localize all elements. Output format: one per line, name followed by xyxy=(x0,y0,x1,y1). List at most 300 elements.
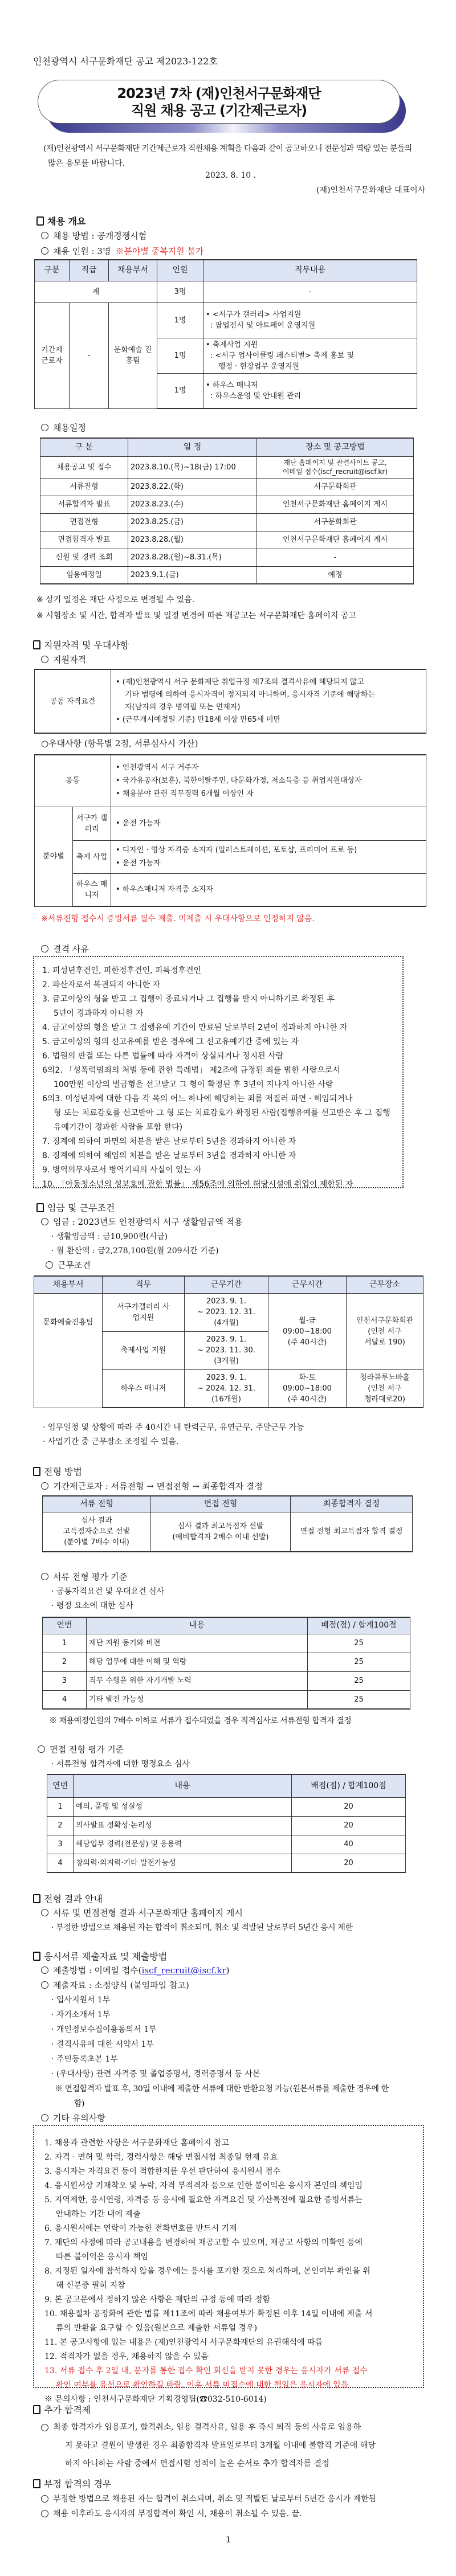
list-text: 확인 여부를 유선으로 확인하길 바람. 이후 서류 미접수에 대한 책임은 응시자에 있음 xyxy=(56,2381,349,2390)
list-text: 3. 응시자는 자격요건 등이 적합한지를 우선 판단하여 응시원서 접수 xyxy=(44,2167,281,2176)
circle-bullet-icon xyxy=(41,1573,48,1580)
subtitle-text: 근무조건 xyxy=(58,1260,91,1270)
col-header: 내용 xyxy=(87,1617,308,1634)
table-row xyxy=(43,1690,410,1709)
place-line: (인천 서구 xyxy=(368,1327,402,1336)
date-cell: 2023.8.22.(화) xyxy=(128,478,257,496)
material-item: · 결격사유에 대한 서약서 1부 xyxy=(51,2040,154,2049)
place-cell xyxy=(347,1293,424,1369)
place-cell: 서구문화회관 xyxy=(257,478,414,496)
list-item xyxy=(44,2336,413,2350)
circle-bullet-icon xyxy=(38,1745,45,1753)
list-item xyxy=(42,1163,394,1177)
place-line: 청라대로20) xyxy=(364,1395,405,1404)
list-text: 9. 본 공고문에서 정하지 않은 사항은 재단의 규정 등에 따라 정함 xyxy=(44,2295,270,2304)
qualification-line: 자(남자의 경우 병역필 또는 면제자) xyxy=(125,703,241,712)
duty-line: • <서구가 갤러리> 사업지원 xyxy=(206,310,302,319)
table-row xyxy=(40,496,414,513)
headcount-note: ※분야별 중복지원 불가 xyxy=(115,246,204,256)
list-item xyxy=(42,992,394,1021)
submission-method xyxy=(41,1964,229,1976)
list-item xyxy=(44,2179,413,2193)
col-header: 구 분 xyxy=(40,438,128,456)
stage-cell: 채용공고 및 접수 xyxy=(40,456,128,478)
date-cell: 2023.9.1.(금) xyxy=(128,566,257,584)
subtitle-text: 면접 전형 평가 기준 xyxy=(50,1744,124,1755)
overview-table xyxy=(34,259,417,409)
hours-line: 화-토 xyxy=(299,1373,316,1382)
note-line: ※ 면접합격자 발표 후, 30일 이내에 제출한 서류에 대한 반환요청 가능(원본서류를 제출한 경우에 한 xyxy=(55,2084,389,2093)
duty-line: • 하우스 매니저 xyxy=(206,381,258,390)
additional-text: 하지 아니하는 사람 중에서 면접시험 성적이 높은 순서로 추가 합격자를 결정 xyxy=(65,2459,329,2468)
list-text: 따른 불이익은 응시자 책임 xyxy=(56,2252,149,2262)
results-text: 서류 및 면접전형 결과 서구문화재단 홈페이지 게시 xyxy=(53,1908,243,1918)
section-title-overview xyxy=(36,214,85,227)
circle-bullet-icon xyxy=(41,1909,48,1916)
list-text: 1. 채용과 관련한 사항은 서구문화재단 홈페이지 참고 xyxy=(44,2139,230,2148)
col-header: 근무장소 xyxy=(347,1276,424,1293)
circle-bullet-icon xyxy=(41,424,48,431)
submission-materials xyxy=(41,1979,189,1991)
pref-field-name: 하우스 매니저 xyxy=(73,873,111,906)
list-text: 류의 반환을 요구할 수 있음(원본으로 제출한 서류일 경우) xyxy=(56,2324,258,2333)
table-row xyxy=(34,1293,424,1331)
list-item xyxy=(44,2150,413,2165)
list-text: 6의3. 미성년자에 대한 다음 각 목의 어느 하나에 해당하는 죄를 저질러 파면 · 해임되거나 xyxy=(42,1094,353,1103)
schedule-note: ※ 상기 일정은 재단 사정으로 변경될 수 있음. xyxy=(36,595,195,604)
hours-cell xyxy=(268,1369,347,1408)
section-title-text: 전형 결과 안내 xyxy=(44,1894,103,1904)
stage-cell: 면접전형 xyxy=(40,513,128,531)
no-cell: 1 xyxy=(43,1634,87,1653)
score-cell: 25 xyxy=(308,1653,410,1671)
list-item xyxy=(42,1064,394,1092)
list-text: 6. 법원의 판결 또는 다른 법률에 따라 자격이 상실되거나 정지된 사람 xyxy=(42,1052,284,1061)
period-line: ~ 2024. 12. 31. xyxy=(197,1384,255,1393)
period-line: 2023. 9. 1. xyxy=(206,1335,247,1344)
qualification-subtitle xyxy=(41,653,86,665)
doc-criteria-title xyxy=(41,1571,127,1583)
score-cell: 25 xyxy=(308,1634,410,1653)
signer: (재)인천서구문화재단 대표이사 xyxy=(316,186,426,195)
period-line: (3개월) xyxy=(214,1357,239,1365)
results-line xyxy=(41,1907,243,1919)
list-item-important xyxy=(44,2364,413,2393)
list-text: 100만원 이상의 벌금형을 선고받고 그 형이 확정된 후 3년이 지나지 아니한 사람 xyxy=(54,1080,333,1089)
schedule-note: ※ 시험장소 및 시간, 합격자 발표 및 일정 변경에 따른 재공고는 서구문화재단 홈페이지 공고 xyxy=(36,611,356,620)
recruit-method-text: 채용 방법 : 공개경쟁시험 xyxy=(53,231,147,241)
etc-notes-box xyxy=(33,2125,424,2404)
headcount-text: 채용 인원 : 3명 xyxy=(53,246,111,256)
recruit-headcount xyxy=(41,245,203,257)
cell-line: 면접 전형 최고득점자 합격 결정 xyxy=(300,1527,403,1536)
note-line: 함) xyxy=(74,2099,84,2108)
section-title-selection xyxy=(33,1465,82,1478)
list-text: 5년이 경과하지 아니한 자 xyxy=(54,1009,144,1018)
section-title-text: 임금 및 근무조건 xyxy=(47,1203,115,1213)
pref-common-label: 공통 xyxy=(35,755,111,807)
pref-field-items xyxy=(111,840,426,873)
circle-bullet-icon xyxy=(46,1261,53,1269)
col-header: 직무내용 xyxy=(203,260,417,281)
list-text: 4. 응시원서상 기재착오 및 누락, 자격 부적격자 등으로 인한 불이익은 응시자 본인의 책임임 xyxy=(44,2181,363,2190)
col-header: 근무시간 xyxy=(268,1276,347,1293)
table-row xyxy=(47,1835,406,1854)
material-item: · 입사지원서 1부 xyxy=(51,1996,111,2005)
duty-cell xyxy=(203,338,417,373)
list-text: 7. 재단의 사정에 따라 공고내용을 변경하여 재공고할 수 있으며, 재공고 사항의 미확인 등에 xyxy=(44,2238,363,2247)
date-cell: 2023.8.25.(금) xyxy=(128,513,257,531)
col-header: 배점(점) / 합계100점 xyxy=(292,1774,406,1797)
material-item: · 주민등록초본 1부 xyxy=(51,2055,118,2064)
section-title-additional xyxy=(33,2403,91,2416)
method-suffix: ) xyxy=(226,1965,230,1976)
final-stage-cell xyxy=(291,1512,413,1552)
checkbox-square-icon xyxy=(33,2405,40,2414)
list-text: 3. 금고이상의 형을 받고 그 집행이 종료되거나 그 집행을 받지 아니하기로 확정된 후 xyxy=(42,995,335,1004)
list-text: 8. 징계에 의하여 해임의 처분을 받은 날로부터 3년을 경과하지 아니한 자 xyxy=(42,1151,296,1160)
hours-line: 월-금 xyxy=(299,1316,316,1325)
cell-line: 심사 결과 최고득점자 선발 xyxy=(177,1522,264,1531)
place-line: 청라블루노바홀 xyxy=(360,1373,410,1382)
interview-criteria-title xyxy=(38,1743,124,1755)
place-cell: 서구문화회관 xyxy=(257,513,414,531)
list-text: 4. 금고이상의 형을 받고 그 집행유예 기간이 만료된 날로부터 2년이 경과하지 아니한 자 xyxy=(42,1023,348,1032)
period-line: (4개월) xyxy=(214,1319,239,1327)
content-cell: 해당업무 경력(전문성) 및 응용력 xyxy=(74,1835,292,1854)
stage-cell: 임용예정일 xyxy=(40,566,128,584)
schedule-title xyxy=(41,422,86,434)
list-item xyxy=(44,2307,413,2336)
list-item xyxy=(42,1092,394,1135)
list-item xyxy=(44,2165,413,2179)
col-header: 직급 xyxy=(70,260,109,281)
material-item: · (우대사항) 관련 자격증 및 졸업증명서, 경력증명서 등 사본 xyxy=(51,2070,260,2079)
material-item: · 자기소개서 1부 xyxy=(51,2010,111,2019)
place-line: 서달로 190) xyxy=(364,1338,405,1347)
notice-date: 2023. 8. 10 . xyxy=(205,171,256,180)
wage-text: 임금 : 2023년도 인천광역시 서구 생활임금액 적용 xyxy=(53,1217,243,1227)
col-header: 연번 xyxy=(47,1774,74,1797)
circle-bullet-icon xyxy=(41,656,48,663)
list-item xyxy=(42,978,394,992)
common-label: 공동 자격요건 xyxy=(35,669,111,733)
content-cell: 의사발표 정확성·논리성 xyxy=(74,1816,292,1835)
qualification-table xyxy=(34,669,426,734)
list-item xyxy=(42,1135,394,1149)
intro-line: (재)인천광역시 서구문화재단 기간제근로자 직원채용 계획을 다음과 같이 공고하오니 전문성과 역량 있는 분들의 xyxy=(43,144,412,153)
duty-line: 행정 · 현장업무 운영지원 xyxy=(218,362,300,371)
circle-bullet-icon xyxy=(41,1482,48,1490)
place-cell: - xyxy=(257,549,414,566)
disqualification-box xyxy=(33,956,404,1188)
circle-bullet-icon xyxy=(41,247,48,255)
checkbox-square-icon xyxy=(36,1203,44,1212)
stage-cell: 면접합격자 발표 xyxy=(40,531,128,549)
fraud-text: 채용 이후라도 응시자의 부정합격이 확인 시, 채용이 취소될 수 있음. 끝. xyxy=(53,2509,302,2518)
content-cell: 해당 업무에 대한 이해 및 역량 xyxy=(87,1653,308,1671)
pref-field-label: 분야별 xyxy=(35,807,73,906)
conditions-note: · 업무일정 및 상황에 따라 주 40시간 내 탄력근무, 유연근무, 주말근무 가능 xyxy=(43,1423,304,1432)
subtitle-text: 결격 사유 xyxy=(53,944,89,954)
interview-stage-cell xyxy=(151,1512,291,1552)
score-cell: 20 xyxy=(292,1854,406,1872)
count-cell: 1명 xyxy=(157,373,203,408)
list-item xyxy=(44,2222,413,2236)
table-row xyxy=(40,513,414,531)
preference-line: • 운전 가능자 xyxy=(116,819,161,828)
period-cell xyxy=(185,1331,268,1369)
section-title-text: 전형 방법 xyxy=(44,1466,82,1477)
list-text: 해 신분증 필히 지참 xyxy=(56,2281,125,2290)
conditions-title xyxy=(46,1259,91,1271)
date-cell: 2023.8.28.(월)~8.31.(목) xyxy=(128,549,257,566)
period-line: 2023. 9. 1. xyxy=(206,1373,247,1382)
results-note: · 부정한 방법으로 채용된 자는 합격이 취소되며, 취소 및 적발된 날로부터 5년간 응시 제한 xyxy=(51,1923,353,1932)
count-cell: 1명 xyxy=(157,338,203,373)
duty-cell: 하우스 매니저 xyxy=(103,1369,185,1408)
cell-line: 심사 결과 xyxy=(81,1516,112,1526)
list-item xyxy=(44,2293,413,2307)
section-title-results xyxy=(33,1892,103,1905)
wage-line xyxy=(41,1216,243,1228)
table-row xyxy=(43,1671,410,1690)
grade-cell: - xyxy=(70,302,109,408)
criteria-item: · 서류전형 합격자에 대한 평정요소 심사 xyxy=(51,1760,190,1769)
checkbox-square-icon xyxy=(33,2479,40,2488)
pref-field-name: 서구가 갤러리 xyxy=(73,807,111,840)
list-item xyxy=(44,2193,413,2222)
recruit-method xyxy=(41,230,146,242)
cell-line: (예비합격자 2배수 이내 선발) xyxy=(172,1532,269,1541)
contact-text: ※ 문의사항 : 인천서구문화재단 기획경영팀(☎032-510-6014) xyxy=(44,2395,267,2404)
table-row xyxy=(43,1653,410,1671)
doc-criteria-table xyxy=(42,1617,410,1710)
checkbox-square-icon xyxy=(33,1467,40,1476)
cell-line: 고득점자순으로 선발 xyxy=(63,1527,131,1536)
method-prefix: 제출방법 : 이메일 접수( xyxy=(53,1965,142,1976)
list-item xyxy=(42,1021,394,1035)
wage-item: · 월 환산액 : 금2,278,100원(월 209시간 기준) xyxy=(51,1246,219,1256)
no-cell: 3 xyxy=(47,1835,74,1854)
common-items xyxy=(111,669,426,733)
list-text: 8. 지정된 일자에 참석하지 않을 경우에는 응시를 포기한 것으로 처리하며, 본인여부 확인을 위 xyxy=(44,2267,370,2276)
col-header: 면접 전형 xyxy=(151,1496,291,1512)
duty-cell xyxy=(203,373,417,408)
intro-line: 많은 응모를 바랍니다. xyxy=(48,159,125,168)
table-row xyxy=(40,456,414,478)
col-header: 일 정 xyxy=(128,438,257,456)
list-item xyxy=(44,2350,413,2364)
content-cell: 기타 발전 가능성 xyxy=(87,1690,308,1709)
col-header: 연번 xyxy=(43,1617,87,1634)
table-row xyxy=(47,1854,406,1872)
qualification-line: • (재)인천광역시 서구 문화재단 취업규정 제7조의 결격사유에 해당되지 않고 xyxy=(116,678,364,686)
circle-bullet-icon xyxy=(41,1218,48,1225)
circle-bullet-icon xyxy=(41,1981,48,1989)
section-title-text: 추가 합격제 xyxy=(44,2405,91,2415)
list-text: 6의2. 「성폭력범죄의 처벌 등에 관한 특례법」 제2조에 규정된 죄를 범한 사람으로서 xyxy=(42,1066,340,1075)
schedule-title-text: 채용일정 xyxy=(53,423,86,433)
list-text: 5. 금고이상의 형의 선고유예를 받은 경우에 그 선고유예기간 중에 있는 자 xyxy=(42,1037,299,1046)
score-cell: 25 xyxy=(308,1671,410,1690)
checkbox-square-icon xyxy=(33,640,40,649)
list-text: 형 또는 치료감호를 선고받아 그 형 또는 치료감호가 확정된 사람(집행유예를 선고받은 후 그 집행유예기간이 경과한 사람을 포함 한다) xyxy=(54,1109,390,1132)
score-cell: 40 xyxy=(292,1835,406,1854)
col-header: 배점(점) / 합계100점 xyxy=(308,1617,410,1634)
duty-line: : 팝업전시 및 아트페어 운영지원 xyxy=(210,321,316,330)
list-item xyxy=(42,1049,394,1064)
content-cell: 재단 지원 동기와 비전 xyxy=(87,1634,308,1653)
list-item xyxy=(44,2264,413,2293)
place-cell: 인천서구문화재단 홈페이지 게시 xyxy=(257,531,414,549)
flow-text: 기간제근로자 : 서류전형 → 면접전형 → 최종합격자 결정 xyxy=(53,1481,263,1491)
list-text: 10. 「아동청소년의 성보호에 관한 법률」 제56조에 의하여 해당시설에 취업이 제한된 자 xyxy=(42,1180,353,1189)
period-cell xyxy=(185,1293,268,1331)
subtitle-text: 지원자격 xyxy=(53,655,86,665)
hours-line: 09:00~18:00 xyxy=(283,1384,332,1393)
period-line: 2023. 9. 1. xyxy=(206,1297,247,1306)
circle-bullet-icon xyxy=(41,232,48,239)
content-cell: 예의, 품행 및 성실성 xyxy=(74,1797,292,1816)
total-count: 3명 xyxy=(157,281,203,302)
table-row xyxy=(47,1816,406,1835)
date-cell: 2023.8.28.(월) xyxy=(128,531,257,549)
etc-title xyxy=(41,2112,105,2124)
stage-cell: 서류합격자 발표 xyxy=(40,496,128,513)
criteria-item: · 평정 요소에 대한 심사 xyxy=(51,1601,133,1610)
stage-cell: 신원 및 경력 조회 xyxy=(40,549,128,566)
list-text: 1. 피성년후견인, 피한정후견인, 피특정후견인 xyxy=(42,966,202,975)
list-text: 12. 적격자가 없을 경우, 채용하지 않을 수 있음 xyxy=(44,2352,209,2361)
hours-line: 09:00~18:00 xyxy=(283,1327,332,1336)
col-header: 채용부서 xyxy=(34,1276,103,1293)
section-title-qualifications xyxy=(33,638,129,651)
section-title-text: 채용 개요 xyxy=(47,216,86,227)
content-cell: 직무 수행을 위한 자기개발 노력 xyxy=(87,1671,308,1690)
circle-bullet-icon xyxy=(41,1966,48,1974)
disqualification-title xyxy=(41,943,89,955)
content-cell: 창의력·의지력·기타 발전가능성 xyxy=(74,1854,292,1872)
place-cell xyxy=(347,1369,424,1408)
period-line: ~ 2023. 12. 31. xyxy=(197,1308,255,1316)
col-header: 직무 xyxy=(103,1276,185,1293)
circle-bullet-icon xyxy=(41,2510,48,2517)
pref-common-items xyxy=(111,755,426,807)
preference-line: • 운전 가능자 xyxy=(116,859,161,868)
category-cell: 기간제 근로자 xyxy=(35,302,70,408)
date-cell: 2023.8.23.(수) xyxy=(128,496,257,513)
col-header: 근무기간 xyxy=(185,1276,268,1293)
criteria-item: · 공통자격요건 및 우대요건 심사 xyxy=(51,1587,165,1596)
page-title-line2: 직원 채용 공고 (기간제근로자) xyxy=(131,102,307,118)
notice-number: 인천광역시 서구문화재단 공고 제2023-122호 xyxy=(33,56,218,67)
work-conditions-table xyxy=(34,1275,424,1408)
duty-cell xyxy=(203,302,417,338)
place-line: 인천서구문화회관 xyxy=(356,1316,414,1325)
table-row xyxy=(40,531,414,549)
interview-criteria-table xyxy=(47,1774,406,1873)
page-number: 1 xyxy=(226,2536,231,2545)
col-header: 인원 xyxy=(157,260,203,281)
fraud-line xyxy=(41,2493,376,2504)
list-text: 13. 서류 접수 후 2일 내, 문자를 통한 접수 확인 회신을 받지 못한 경우는 응시자가 서류 접수 xyxy=(44,2366,368,2375)
additional-text: 최종 합격자가 임용포기, 합격취소, 임용 결격사유, 임용 후 즉시 퇴직 등의 사유로 임용하 xyxy=(53,2423,361,2432)
table-row xyxy=(40,549,414,566)
list-text: 11. 본 공고사항에 없는 내용은 (재)인천광역시 서구문화재단의 유권해석에 따름 xyxy=(44,2338,323,2347)
list-item xyxy=(42,1177,394,1192)
hours-cell xyxy=(268,1293,347,1369)
email-link[interactable]: iscf_recruit@iscf.kr xyxy=(141,1965,226,1976)
preference-line: • 채용분야 관련 직무경력 6개월 이상인 자 xyxy=(116,790,254,799)
preference-line: • 국가유공자(보훈), 북한이탈주민, 다문화가정, 저소득층 등 취업지원대상자 xyxy=(116,776,362,786)
preference-table xyxy=(34,754,426,907)
score-cell: 20 xyxy=(292,1797,406,1816)
pref-field-items xyxy=(111,807,426,840)
duty-cell: 서구가갤러리 사업지원 xyxy=(103,1293,185,1331)
list-item xyxy=(42,964,394,978)
pref-field-items xyxy=(111,873,426,906)
checkbox-square-icon xyxy=(33,1952,40,1961)
score-cell: 20 xyxy=(292,1816,406,1835)
period-line: ~ 2023. 11. 30. xyxy=(197,1346,255,1355)
preference-title: ○우대사항 (항목별 2점, 서류심사시 가산) xyxy=(41,738,198,749)
period-cell xyxy=(185,1369,268,1408)
pref-field-name: 축제 사업 xyxy=(73,840,111,873)
section-title-text: 응시서류 제출자료 및 제출방법 xyxy=(44,1951,168,1962)
doc-criteria-note: ※ 채용예정인원의 7배수 이하로 서류가 접수되었을 경우 적격심사로 서류전형 합격자 결정 xyxy=(49,1716,352,1725)
preference-line: • 하우스매니저 자격증 소지자 xyxy=(116,885,213,894)
duty-line: • 축제사업 지원 xyxy=(206,340,258,349)
col-header: 서류 전형 xyxy=(43,1496,151,1512)
fraud-text: 부정한 방법으로 채용된 자는 합격이 취소되며, 취소 및 적발된 날로부터 5년간 응시가 제한됨 xyxy=(53,2495,377,2504)
no-cell: 4 xyxy=(47,1854,74,1872)
schedule-table xyxy=(40,437,414,584)
additional-paragraph xyxy=(41,2418,434,2473)
col-header: 최종합격자 결정 xyxy=(291,1496,413,1512)
section-title-text: 지원자격 및 우대사항 xyxy=(44,640,129,651)
place-cell: 인천서구문화재단 홈페이지 게시 xyxy=(257,496,414,513)
stage-cell: 서류전형 xyxy=(40,478,128,496)
place-line: (인천 서구 xyxy=(368,1384,402,1393)
section-title-fraud xyxy=(33,2477,111,2490)
list-text: 6. 응시원서에는 연락이 가능한 전화번호를 반드시 기재 xyxy=(44,2224,237,2233)
checkbox-square-icon xyxy=(33,1894,40,1903)
score-cell: 25 xyxy=(308,1690,410,1709)
circle-bullet-icon xyxy=(41,945,48,952)
intro-paragraph xyxy=(43,141,420,171)
period-line: (16개월) xyxy=(211,1395,241,1404)
preference-line: • 인천광역시 서구 거주자 xyxy=(116,763,199,772)
duty-cell: 축제사업 지원 xyxy=(103,1331,185,1369)
banner-body xyxy=(38,80,400,124)
list-text: 2. 파산자로서 복권되지 아니한 자 xyxy=(42,980,160,989)
duty-line: : 하우스운영 및 안내원 관리 xyxy=(210,391,302,400)
wage-item: · 생활임금액 : 금10,900원(시급) xyxy=(51,1232,168,1241)
list-item xyxy=(44,2236,413,2264)
no-cell: 4 xyxy=(43,1690,87,1709)
selection-table xyxy=(42,1495,413,1552)
hours-line: (주 40시간) xyxy=(287,1395,327,1404)
preference-note: ※서류전형 접수시 증빙서류 필수 제출. 미제출 시 우대사항으로 인정하지 않음. xyxy=(41,914,315,923)
circle-bullet-icon xyxy=(41,2424,48,2431)
duty-line: : <서구 업사이클링 페스티벌> 축제 홍보 및 xyxy=(210,351,354,360)
table-row xyxy=(40,566,414,584)
place-line: 재단 홈페이지 및 관련사이트 공고, xyxy=(283,459,387,467)
cell-line: (분야별 7배수 이내) xyxy=(64,1538,129,1547)
list-item xyxy=(44,2136,413,2150)
additional-line xyxy=(41,2418,434,2436)
